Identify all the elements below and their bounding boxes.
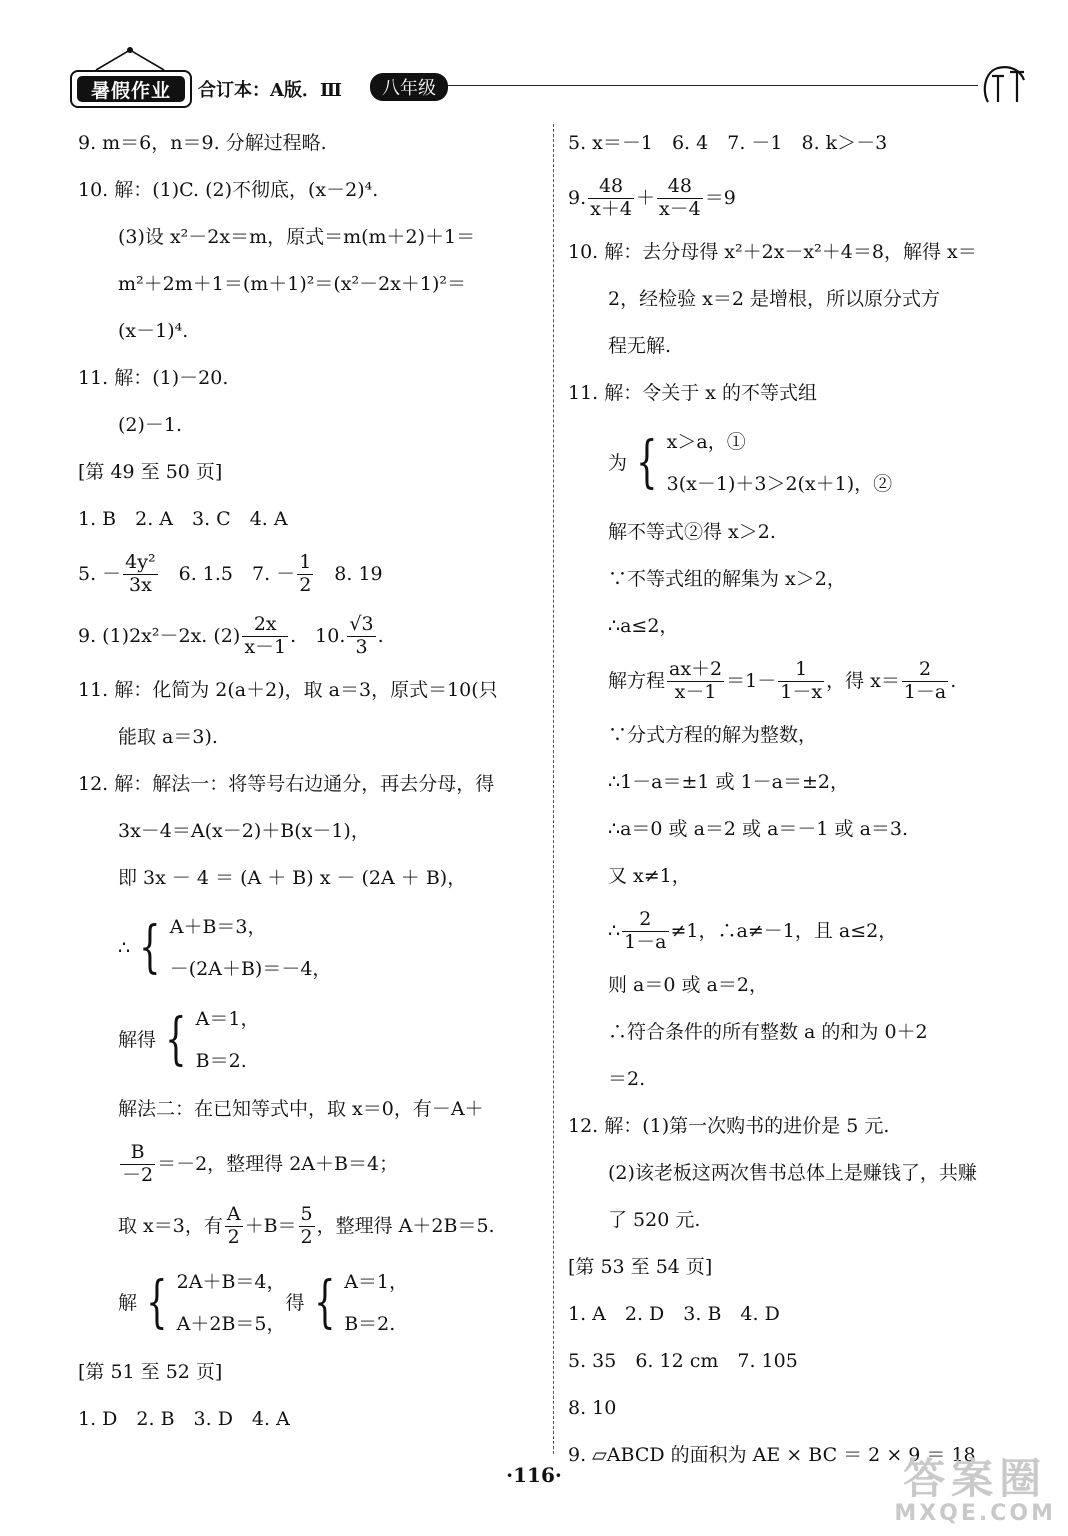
answer-10-line2: (3)设 x²－2x＝m，原式＝m(m＋2)＋1＝	[118, 226, 476, 248]
fraction: $\frac{1}{2}$	[299, 550, 312, 596]
section-heading: [第 51 至 52 页]	[78, 1361, 223, 1383]
fraction: $\frac{48}{x+4}$	[590, 174, 632, 220]
method-two-line1: 解法二：在已知等式中，取 x＝0，有－A＋	[118, 1098, 484, 1120]
answer-11-line2: (2)－1.	[118, 414, 183, 436]
answer-11-line: 又 x≠1，	[608, 865, 691, 887]
answers-9-10: 9. (1)2x²－2x. (2) $\frac{2x}{x-1}$ . 10. $\frac{√3}{3}$ .	[78, 612, 384, 658]
corner-scribble-icon	[980, 62, 1030, 108]
answer-12-line2: (2)该老板这两次售书总体上是赚钱了，共赚	[608, 1162, 977, 1184]
answers-5-8: 5. x＝－1 6. 4 7. －1 8. k＞－3	[568, 132, 888, 154]
right-column	[568, 120, 1038, 1479]
answer-11-line1: 11. 解：令关于 x 的不等式组	[568, 382, 818, 404]
fraction: $\frac{2}{1-a}$	[624, 907, 667, 953]
method-two-system: 解 { 2A＋B＝4， A＋2B＝5， 得 { A＝1， B＝2.	[118, 1270, 408, 1335]
answer-8: 8. 10	[568, 1397, 617, 1419]
answer-11-equation: 解方程 $\frac{ax+2}{x-1}$ ＝1－ $\frac{1}{1-x}$ ，得 x＝ $\frac{2}{1-a}$ .	[608, 657, 957, 703]
answer-12-line2: 3x－4＝A(x－2)＋B(x－1)，	[118, 820, 370, 842]
section-heading: [第 49 至 50 页]	[78, 461, 223, 483]
answers-1-4: 1. D 2. B 3. D 4. A	[78, 1408, 290, 1430]
edition-label: 合订本：A版．Ⅲ	[198, 80, 342, 101]
answer-10-line1: 10. 解：(1)C. (2)不彻底，(x－2)⁴.	[78, 179, 379, 201]
grade-badge: 八年级	[370, 73, 448, 101]
answers-1-4: 1. B 2. A 3. C 4. A	[78, 508, 288, 530]
answers-5-8: 5. － $\frac{\text{4y²}}{3x}$ 6. 1.5 7. － $\frac{1}{2}$ 8. 19	[78, 550, 383, 596]
fraction: $\frac{48}{x-4}$	[658, 174, 701, 220]
answer-11-line: 则 a＝0 或 a＝2，	[608, 974, 768, 996]
solution-system: 解得 { A＝1， B＝2.	[118, 1007, 260, 1072]
fraction: $\frac{2}{1-a}$	[903, 657, 947, 703]
answer-11-line: ∴1－a＝±1 或 1－a＝±2，	[608, 771, 850, 793]
fraction: $\frac{√3}{3}$	[349, 612, 374, 658]
section-heading: [第 53 至 54 页]	[568, 1256, 713, 1278]
answer-9: 9. $\frac{48}{x+4}$ ＋ $\frac{48}{x-4}$ ＝9	[568, 174, 736, 220]
answer-11b-line2: 能取 a＝3).	[118, 726, 218, 748]
page-header	[70, 62, 1030, 114]
answer-12-line1: 12. 解：解法一：将等号右边通分，再去分母，得	[78, 773, 495, 795]
page-number: ·116·	[506, 1463, 562, 1487]
fraction: $\frac{1}{1-x}$	[780, 657, 823, 703]
answer-11-line: ∴a＝0 或 a＝2 或 a＝－1 或 a＝3.	[608, 818, 909, 840]
inequality-system: 为 { x＞a，① 3(x－1)＋3＞2(x＋1)，②	[608, 430, 893, 495]
answer-10-line3: m²＋2m＋1＝(m＋1)²＝(x²－2x＋1)²＝	[118, 273, 467, 295]
answer-11-line: ∵分式方程的解为整数，	[608, 724, 818, 746]
answer-11-line: 解不等式②得 x＞2.	[608, 521, 776, 543]
fraction: $\frac{2x}{x-1}$	[244, 612, 287, 658]
answers-5-7: 5. 35 6. 12 cm 7. 105	[568, 1350, 798, 1372]
header-rule	[448, 85, 978, 86]
answer-11-line: ＝2.	[608, 1068, 646, 1090]
fraction: $\frac{ax+2}{x-1}$	[669, 657, 723, 703]
answer-12-line1: 12. 解：(1)第一次购书的进价是 5 元.	[568, 1115, 890, 1137]
logo-badge	[70, 70, 192, 108]
answer-11b-line1: 11. 解：化简为 2(a＋2)，取 a＝3，原式＝10(只	[78, 679, 498, 701]
answer-11-line: ∴符合条件的所有整数 a 的和为 0＋2	[608, 1021, 928, 1043]
answer-12-line3: 即 3x － 4 ＝ (A ＋ B) x － (2A ＋ B)，	[118, 867, 467, 889]
answer-10-line2: 2，经检验 x＝2 是增根，所以原分式方	[608, 288, 940, 310]
answer-9: 9. m＝6，n＝9. 分解过程略.	[78, 132, 327, 154]
method-two-line3: 取 x＝3，有 $\frac{A}{2}$ ＋B＝ $\frac{5}{2}$ ，整理得 A＋2B＝5.	[118, 1202, 495, 1248]
answer-12-line3: 了 520 元.	[608, 1209, 701, 1231]
method-two-line2: $\frac{B}{-2}$ ＝－2，整理得 2A＋B＝4；	[122, 1140, 399, 1186]
answers-1-4: 1. A 2. D 3. B 4. D	[568, 1303, 780, 1325]
column-divider	[553, 124, 554, 1454]
answer-11-line1: 11. 解：(1)－20.	[78, 367, 229, 389]
watermark-logo: 答案圈 MXQE.COM	[894, 1454, 1056, 1526]
answer-11-line: ∴a≤2，	[608, 615, 679, 637]
logo-text: 暑假作业	[77, 76, 185, 102]
answer-10-line4: (x－1)⁴.	[118, 320, 189, 342]
fraction: $\frac{A}{2}$	[226, 1202, 241, 1248]
answer-11-line: ∴ $\frac{2}{1-a}$ ≠1，∴a≠－1，且 a≤2，	[608, 907, 898, 953]
fraction: $\frac{\text{4y²}}{3x}$	[125, 550, 156, 596]
left-column	[78, 120, 548, 1443]
fraction: $\frac{5}{2}$	[300, 1202, 313, 1248]
hanging-string-icon	[92, 46, 168, 72]
answer-10-line1: 10. 解：去分母得 x²＋2x－x²＋4＝8，解得 x＝	[568, 241, 977, 263]
answer-9: 9. ▱ABCD 的面积为 AE × BC ＝ 2 × 9 ＝ 18	[568, 1444, 976, 1466]
answer-11-line: ∵不等式组的解集为 x＞2，	[608, 568, 846, 590]
equation-system: ∴ { A＋B＝3， －(2A＋B)＝－4，	[118, 915, 332, 980]
fraction: $\frac{B}{-2}$	[122, 1140, 154, 1186]
answer-10-line3: 程无解.	[608, 335, 672, 357]
